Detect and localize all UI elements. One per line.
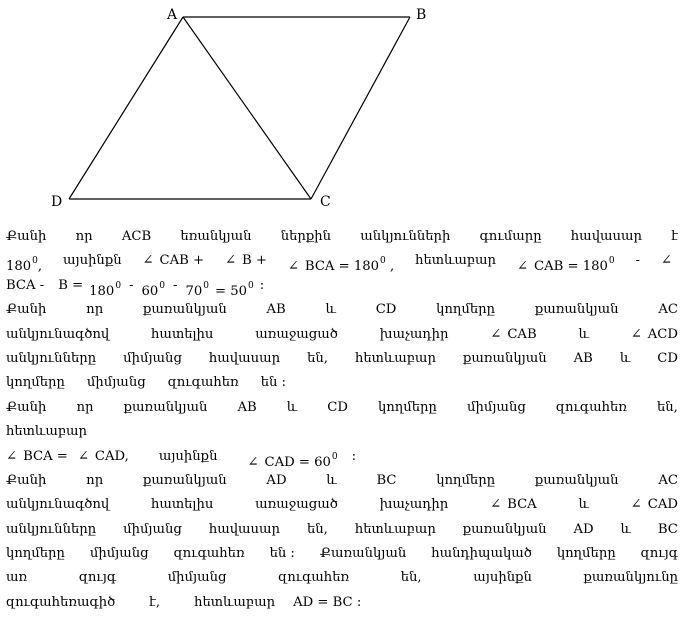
text-line	[6, 445, 678, 469]
word: է	[671, 229, 678, 244]
number: = 50	[215, 283, 248, 299]
word: զուգահեռ	[278, 570, 350, 586]
word: և	[578, 497, 589, 513]
word: -	[635, 253, 640, 269]
text-line	[6, 566, 678, 590]
word: զուգահեռ	[173, 546, 245, 562]
degree-mark: 0	[115, 280, 122, 291]
word: քառանկյան	[143, 302, 227, 318]
word: հետևաբար	[194, 594, 276, 610]
text-line	[6, 347, 678, 371]
word: և	[619, 350, 631, 366]
angle-expression: ∠ CAB = 180	[517, 255, 608, 279]
word: որ	[86, 302, 104, 318]
punct: ,	[37, 259, 43, 275]
word: անկյունագծով	[6, 497, 110, 513]
word: հետևաբար	[354, 521, 436, 537]
text-line	[6, 420, 678, 444]
word: որ	[86, 472, 104, 488]
word: և	[325, 302, 336, 318]
number: 60	[141, 283, 159, 299]
vertex-label-b: B	[416, 7, 427, 23]
word: կողմերը	[436, 472, 496, 488]
word: են,	[657, 399, 678, 415]
word: միմյանց	[86, 375, 146, 391]
word	[215, 274, 254, 298]
word: գումարը	[479, 229, 542, 244]
word: AB	[573, 350, 593, 366]
degree-mark: 0	[159, 280, 166, 291]
word	[517, 249, 615, 273]
side-da	[69, 17, 183, 199]
word: հատելիս	[151, 497, 214, 513]
word	[186, 274, 210, 298]
word	[142, 274, 166, 298]
number: 180	[6, 259, 32, 275]
vertex-label-d: D	[51, 194, 63, 210]
angle-expression: ∠ BCA	[490, 493, 537, 517]
text-line	[6, 396, 678, 420]
angle-expression: ∠ BCA =	[6, 445, 68, 469]
word: քառանկյան	[462, 521, 547, 537]
solution-text	[6, 225, 678, 615]
word: է,	[149, 594, 161, 610]
word: զուգահեռ	[555, 399, 627, 415]
punct: ,	[389, 259, 395, 275]
angle-expression: ∠ CAB	[490, 323, 536, 347]
word: հանդիպակած	[431, 546, 532, 562]
word: CD	[657, 350, 678, 366]
text-line	[6, 323, 678, 347]
word	[288, 249, 394, 273]
word: զույգ	[78, 570, 117, 586]
angle-expression: ∠ BCA = 180	[288, 255, 379, 279]
word: կողմերը	[6, 546, 65, 562]
angle-expression: ∠ CAD = 60	[247, 451, 330, 475]
angle-expression: ∠ CAB +	[142, 249, 204, 273]
word	[6, 249, 42, 273]
word: B =	[58, 277, 84, 293]
word: Քանի	[6, 472, 47, 488]
diagonal-ac	[183, 17, 311, 199]
word: Քանի	[6, 302, 47, 318]
text-line	[6, 542, 678, 566]
word: այսինքն	[473, 570, 532, 586]
word: կողմերը	[378, 399, 437, 415]
word: հավասար	[208, 350, 281, 366]
word: որ	[75, 229, 93, 244]
word: միմյանց	[123, 350, 182, 366]
word: :	[351, 448, 357, 464]
word: Քառանկյան	[319, 546, 407, 562]
word: անկյունագծով	[6, 326, 110, 342]
word: խաչադիր	[379, 326, 449, 342]
word: Քանի	[6, 229, 47, 244]
word: և	[326, 472, 337, 488]
word: զուգահեռագիծ	[6, 594, 116, 610]
word: են :	[260, 375, 287, 391]
degree-mark: 0	[331, 451, 338, 462]
angle-symbol-icon	[661, 249, 678, 273]
word: քառանկյան	[142, 472, 227, 488]
word: հետևաբար	[6, 424, 87, 440]
word: անկյունները	[6, 521, 97, 537]
word: Քանի	[6, 399, 47, 415]
angle-expression: ∠ ACD	[631, 323, 678, 347]
word: AD	[266, 472, 287, 488]
parallelogram-figure	[0, 0, 683, 215]
word: ներքին	[280, 229, 332, 244]
word: AC	[658, 472, 678, 488]
word	[247, 445, 337, 469]
text-line	[6, 469, 678, 493]
word: են :	[269, 546, 295, 562]
word: BC	[376, 472, 397, 488]
word: -	[129, 277, 134, 293]
vertex-label-c: C	[320, 194, 331, 210]
word: են,	[307, 521, 328, 537]
word: և	[578, 326, 589, 342]
word: առաջացած	[255, 326, 338, 342]
word: CD	[327, 399, 348, 415]
word: քառանկյան	[534, 302, 619, 318]
word: և	[620, 521, 631, 537]
word: անկյունները	[6, 350, 97, 366]
word: քառանկյան	[462, 350, 547, 366]
word: քառանկյունը	[583, 570, 678, 586]
text-line	[6, 493, 678, 517]
text-line	[6, 518, 678, 542]
word: են,	[400, 570, 422, 586]
word: խաչադիր	[379, 497, 449, 513]
number: 180	[89, 283, 115, 299]
word: կողմերը	[6, 375, 65, 391]
word: AB	[266, 302, 286, 318]
word: որ	[76, 399, 94, 415]
word: եռանկյան	[180, 229, 252, 244]
word: զույգ	[640, 546, 678, 562]
word: հավասար	[570, 229, 643, 244]
word: հետևաբար	[415, 253, 497, 269]
word: AD	[573, 521, 594, 537]
word: միմյանց	[123, 521, 182, 537]
angle-expression: ∠ B +	[225, 249, 267, 273]
degree-mark: 0	[203, 280, 210, 291]
number: 70	[185, 283, 203, 299]
word: կողմերը	[436, 302, 496, 318]
word: առաջացած	[255, 497, 338, 513]
degree-mark: 0	[248, 280, 254, 291]
word: միմյանց	[467, 399, 526, 415]
text-line	[6, 591, 678, 615]
side-bc	[311, 17, 410, 199]
word: BC	[657, 521, 678, 537]
word: ACB	[121, 229, 152, 244]
word: AC	[658, 302, 678, 318]
word: CD	[375, 302, 397, 318]
angle-expression: ∠ CAD	[631, 493, 678, 517]
word: այսինքն	[62, 253, 122, 269]
word: այսինքն	[158, 448, 218, 464]
text-line	[6, 371, 678, 395]
word: միմյանց	[167, 570, 227, 586]
word: -	[173, 277, 178, 293]
word: միմյանց	[89, 546, 149, 562]
text-line	[6, 249, 678, 273]
word: և	[286, 399, 298, 415]
word: են,	[307, 350, 328, 366]
word: AB	[237, 399, 257, 415]
degree-mark: 0	[32, 256, 38, 267]
vertex-label-a: A	[167, 7, 178, 23]
word: քառանկյան	[123, 399, 208, 415]
word: կողմերը	[556, 546, 616, 562]
word: քառանկյան	[534, 472, 619, 488]
word: :	[259, 277, 265, 293]
angle-expression: ∠ CAD,	[78, 445, 129, 469]
word: AD = BC :	[293, 594, 362, 610]
word: հետևաբար	[354, 350, 436, 366]
degree-mark: 0	[608, 256, 615, 267]
word: զուգահեռ	[167, 375, 239, 391]
word: BCA -	[6, 277, 45, 293]
word: հատելիս	[151, 326, 214, 342]
word: հավասար	[208, 521, 281, 537]
text-line	[6, 225, 678, 249]
word: առ	[6, 570, 28, 586]
degree-mark: 0	[380, 256, 386, 267]
word	[89, 274, 121, 298]
word: անկյունների	[360, 229, 451, 244]
